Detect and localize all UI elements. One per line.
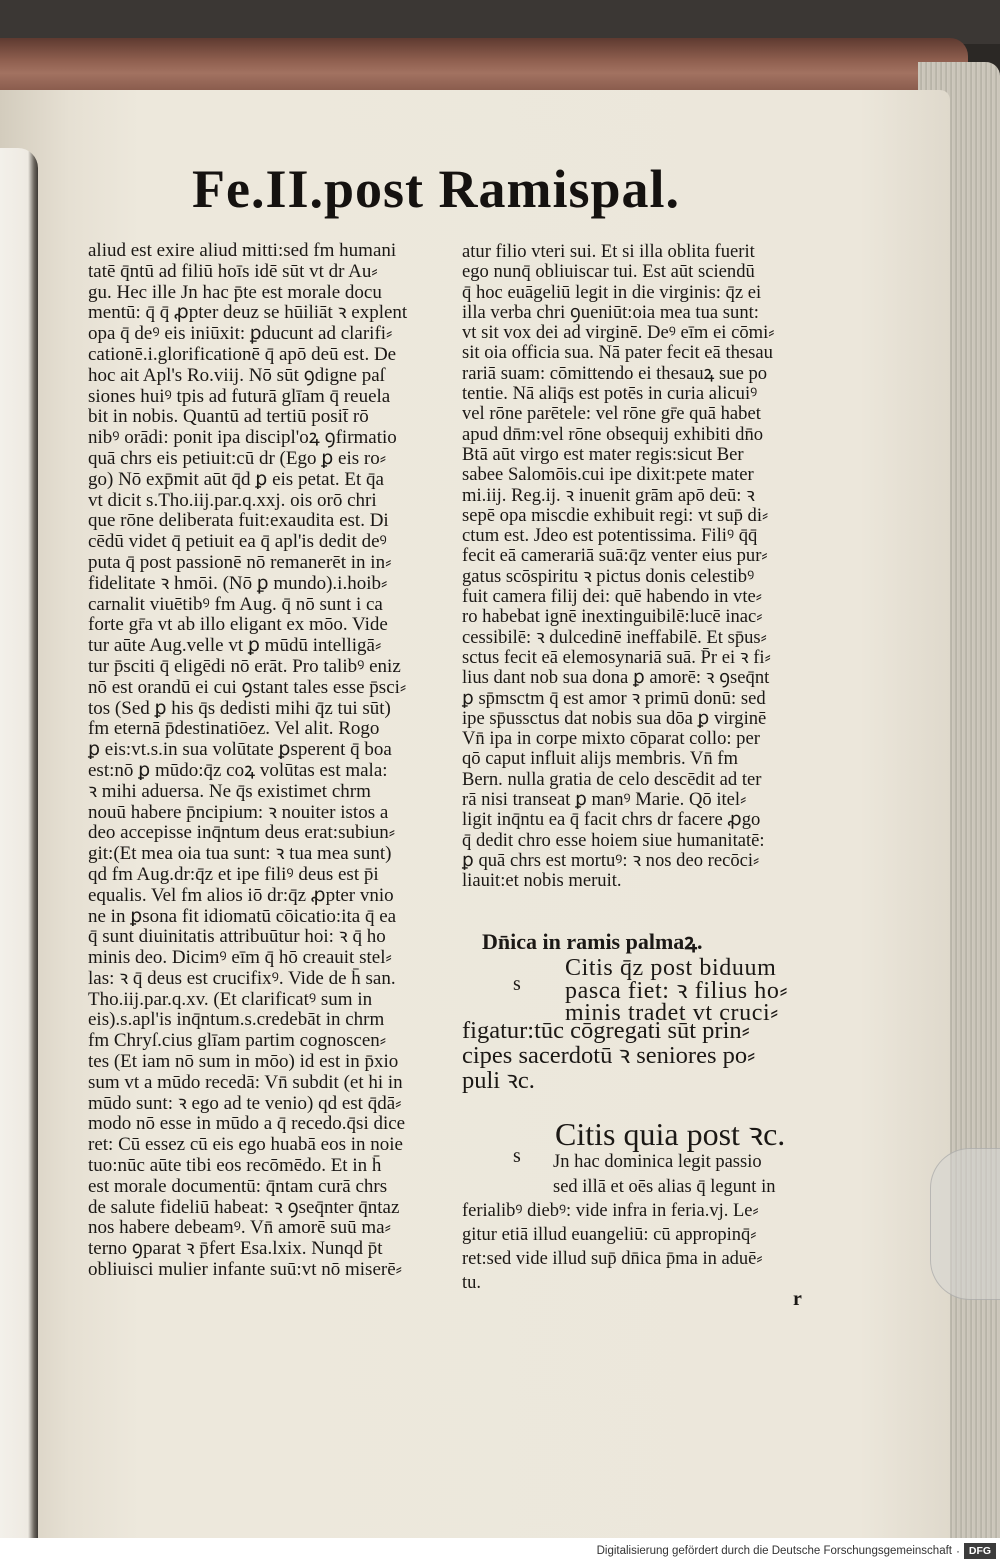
right-column-line: tentie. Nā aliq̄s est potēs in curia alicuiꝰ xyxy=(462,383,758,405)
running-head: Fe.II.post Ramispal. xyxy=(192,159,681,219)
right-column-line: vt sit vox dei ad virginē. Deꝰ eīm ei cōmi⸗ xyxy=(462,322,775,344)
left-column-line: que rōne deliberata fuit:exaudita est. Di xyxy=(88,510,389,532)
left-column-line: obliuisci mulier infante suū:vt nō miserē⸗ xyxy=(88,1259,402,1281)
right-column-line: fecit eā camerariā suā:q̄z venter eius pur⸗ xyxy=(462,545,768,567)
left-column-line: go) Nō exp̄mit aūt q̄d ꝑ eis petat. Et q̄a xyxy=(88,468,384,490)
left-column-line: siones huiꝰ tpis ad futurā glīam q̄ reuela xyxy=(88,385,391,407)
lemma-indented-lines xyxy=(553,1150,775,1199)
left-column-line: qd fm Aug.dr:q̄z et ipe filiꝰ deus est p̄i xyxy=(88,863,379,885)
right-column-line: apud dn̄m:vel rōne obsequij exhibiti dn̄o xyxy=(462,423,764,445)
left-column-line: ꝛ mihi aduersa. Ne q̄s existimet chrm xyxy=(88,780,371,802)
right-column-line: Bern. nulla gratia de celo descēdit ad ter xyxy=(462,768,762,790)
palm-sunday-indented-lines xyxy=(565,957,788,1025)
right-column-line: ꝑ quā chrs est mortuꝰ: ꝛ nos deo recōci⸗ xyxy=(462,849,760,871)
right-column-line: qō caput influit alijs membris. Vn̄ fm xyxy=(462,748,738,770)
left-column-line: tur aūte Aug.velle vt ꝑ mūdū intelligā⸗ xyxy=(88,635,382,657)
left-column-line: mentū: q̄ q̄ ꝓpter deuz se hūiliāt ꝛ explent xyxy=(88,302,408,324)
right-column-line: illa verba chri ꝯueniūt:oia mea tua sunt: xyxy=(462,301,759,323)
left-column-line: fm Chryſ.cius glīam partim cognoscen⸗ xyxy=(88,1030,387,1052)
right-column-line: lius dant nob sua dona ꝑ amorē: ꝛ ꝯseq̄nt xyxy=(462,667,770,689)
right-column-line: cessibilē: ꝛ dulcedinē ineffabilē. Et sp̄us⸗ xyxy=(462,626,767,648)
left-column-line: nibꝰ orādi: ponit ipa discipl'oꝝ ꝯfirmatio xyxy=(88,427,397,449)
left-column-line: ret: Cū essez cū eis ego huabā eos in noie xyxy=(88,1134,403,1156)
right-column-line: fuit camera filij dei: quē habendo in vte⸗ xyxy=(462,586,762,608)
guide-letter: s xyxy=(513,973,521,995)
right-column-line: sctus fecit eā elemosynariā suā. P̄r ei ꝛ fi⸗ xyxy=(462,646,771,668)
left-column xyxy=(88,241,464,1281)
left-column-line: est:nō ꝑ mūdo:q̄z coꝝ volūtas est mala: xyxy=(88,759,388,781)
footer-separator: · xyxy=(956,1544,960,1558)
left-column-line: hoc ait Apl's Ro.viij. Nō sūt ꝯdigne paſ xyxy=(88,364,385,386)
left-column-line: q̄ sunt diuinitatis attribuūtur hoi: ꝛ q̄ ho xyxy=(88,926,386,948)
right-column-line: Vn̄ ipa in corpe mixto cōparat collo: per xyxy=(462,728,760,750)
left-column-line: puta q̄ post passionē nō remanerēt in in⸗ xyxy=(88,551,392,573)
previous-page-edge xyxy=(0,148,38,1538)
palm-sunday-full-lines xyxy=(462,1018,755,1093)
lemma-line: Jn hac dominica legit passio xyxy=(553,1152,762,1172)
right-column-line: ro habebat ignē inextinguibilē:lucē inac⸗ xyxy=(462,606,763,628)
right-column-line: ipe sp̄ussctus dat nobis sua dōa ꝑ virginē xyxy=(462,707,767,729)
left-column-line: forte gr̄a vt ab illo eligant ex mōo. Vide xyxy=(88,614,388,636)
left-column-line: modo nō esse in mūdo a q̄ recedo.q̄si dice xyxy=(88,1113,406,1135)
left-column-line: sum vt a mūdo recedā: Vn̄ subdit (et hi in xyxy=(88,1071,403,1093)
right-column-line: sit oia officia sua. Nā pater fecit eā thesau xyxy=(462,342,773,364)
right-column-line: ꝑ sp̄msctm q̄ est amor ꝛ primū donū: sed xyxy=(462,687,766,709)
left-column-line: git:(Et mea oia tua sunt: ꝛ tua mea sunt) xyxy=(88,843,392,865)
left-column-line: cēdū videt q̄ petiuit ea q̄ apl'is dedit deꝰ xyxy=(88,531,387,553)
guide-letter: s xyxy=(513,1145,521,1167)
left-column-line: terno ꝯparat ꝛ p̄fert Esa.lxix. Nunqd p̄t xyxy=(88,1238,383,1260)
left-column-line: bit in nobis. Quantū ad tertiū posit̄ rō xyxy=(88,406,369,428)
left-column-line: nos habere debeamꝰ. Vn̄ amorē suū ma⸗ xyxy=(88,1217,391,1239)
left-column-line: de salute fideliū habeat: ꝛ ꝯseq̄nter q̄ntaz xyxy=(88,1196,400,1218)
left-column-line: carnalit viuētibꝰ fm Aug. q̄ nō sunt i ca xyxy=(88,593,383,615)
right-column-line: rā nisi transeat ꝑ manꝰ Marie. Qō itel⸗ xyxy=(462,789,747,811)
left-column-line: equalis. Vel fm alios iō dr:q̄z ꝓpter vnio xyxy=(88,884,394,906)
left-column-line: eis).s.apl'is inq̄ntum.s.credebāt in chrm xyxy=(88,1009,385,1031)
left-column-line: tuo:nūc aūte tibi eos recōmēdo. Et in h̄ xyxy=(88,1155,382,1177)
palm-sunday-line: figatur:tūc cōgregati sūt prin⸗ xyxy=(462,1017,750,1044)
lemma-line: tu. xyxy=(462,1273,482,1293)
section-heading-palm-sunday: Dn̄ica in ramis palmaꝝ. xyxy=(482,929,703,954)
left-column-line: ne in ꝑsona fit idiomatū cōicatio:ita q̄ ea xyxy=(88,905,397,927)
right-column-line: ego nunq̄ obliuiscar tui. Est aūt sciendū xyxy=(462,261,755,283)
palm-sunday-line: minis tradet vt cruci⸗ xyxy=(565,1000,779,1026)
left-column-line: nouū habere p̄ncipium: ꝛ nouiter istos a xyxy=(88,801,389,823)
left-column-line: fidelitate ꝛ hmōi. (Nō ꝑ mundo).i.hoib⸗ xyxy=(88,572,388,594)
left-column-line: minis deo. Dicimꝰ eīm q̄ hō creauit stel⸗ xyxy=(88,947,392,969)
lemma-line: sed illā et oēs alias q̄ legunt in xyxy=(553,1176,776,1197)
right-column-line: atur filio vteri sui. Et si illa oblita fuerit xyxy=(462,241,755,262)
page-clip xyxy=(930,1148,1000,1300)
left-column-line: mūdo sunt: ꝛ ego ad te venio) qd est q̄dā⸗ xyxy=(88,1092,402,1114)
left-column-line: gu. Hec ille Jn hac p̄te est morale docu xyxy=(88,281,382,303)
left-column-line: aliud est exire aliud mitti:sed fm humani xyxy=(88,240,397,261)
left-column-line: tos (Sed ꝑ his q̄s dedisti mihi q̄z tui sūt) xyxy=(88,697,391,719)
lemma-line: gitur etiā illud euangeliū: cū appropinq̄⸗ xyxy=(462,1225,757,1245)
footer-credit: Digitalisierung gefördert durch die Deutsche Forschungsgemeinschaft xyxy=(596,1545,952,1557)
right-column-line: Btā aūt virgo est mater regis:sicut Ber xyxy=(462,443,744,465)
left-column-line: las: ꝛ q̄ deus est crucifixꝰ. Vide de h̄ san. xyxy=(88,967,396,989)
right-column-line: mi.iij. Reg.ij. ꝛ inuenit grām apō deū: ꝛ xyxy=(462,484,755,506)
left-column-line: quā chrs eis petiuit:cū dr (Ego ꝑ eis ro⸗ xyxy=(88,447,387,469)
right-column-line: liauit:et nobis meruit. xyxy=(462,870,622,892)
left-column-line: opa q̄ deꝰ eis iniūxit: ꝑducunt ad clarifi⸗ xyxy=(88,323,393,345)
left-column-line: fm eternā p̄destinatiōez. Vel alit. Rogo xyxy=(88,718,380,740)
left-column-line: cationē.i.glorificationē q̄ apō deū est. De xyxy=(88,343,397,365)
palm-sunday-line: puli ꝛc. xyxy=(462,1067,535,1094)
right-column-line: q̄ hoc euāgeliū legit in die virginis: q̄z ei xyxy=(462,281,762,303)
right-column-line: ligit inq̄ntu ea q̄ facit chrs dr facere ꝓgo xyxy=(462,809,761,831)
palm-sunday-line: pasca fiet: ꝛ filius ho⸗ xyxy=(565,977,789,1004)
lemma-line: ret:sed vide illud sup̄ dn̄ica p̄ma in aduē⸗ xyxy=(462,1249,763,1269)
right-column-line: vel rōne parētele: vel rōne gr̄e quā habet xyxy=(462,403,761,425)
palm-sunday-line: Citis q̄z post biduum xyxy=(565,955,777,981)
left-column-line: nō est orandū ei cui ꝯstant tales esse p̄sci⸗ xyxy=(88,676,407,698)
left-column-line: tatē q̄ntū ad filiū hoīs idē sūt vt dr Au⸗ xyxy=(88,260,378,282)
right-column xyxy=(462,242,842,892)
left-column-line: est morale documentū: q̄ntam curā chrs xyxy=(88,1175,388,1197)
right-column-line: sepē opa miscdie exhibuit regi: vt sup̄ di⸗ xyxy=(462,504,769,526)
left-column-line: tes (Et iam nō sum in mōo) id est in p̄xio xyxy=(88,1051,399,1073)
lemma-line: ferialibꝰ diebꝰ: vide infra in feria.vj. Le⸗ xyxy=(462,1201,759,1221)
right-column-line: q̄ dedit chro esse hoiem siue humanitatē: xyxy=(462,829,765,851)
right-column-line: sabee Salomōis.cui ipe dixit:pete mater xyxy=(462,464,754,486)
lemma-full-lines xyxy=(462,1199,763,1295)
dfg-logo: DFG xyxy=(964,1543,996,1559)
left-column-line: ꝑ eis:vt.s.in sua volūtate ꝑsperent q̄ boa xyxy=(88,739,392,761)
left-column-line: deo accepisse inq̄ntum deus erat:subiun⸗ xyxy=(88,822,396,844)
left-column-line: vt dicit s.Tho.iij.par.q.xxj. ois orō chri xyxy=(88,489,377,511)
right-column-line: gatus scōspiritu ꝛ pictus donis celestibꝰ xyxy=(462,565,755,587)
left-column-line: Tho.iij.par.q.xv. (Et clarificatꝰ sum in xyxy=(88,988,373,1010)
right-column-line: rariā suam: cōmittendo ei thesauꝝ sue po xyxy=(462,362,768,384)
signature-mark: r xyxy=(793,1288,802,1310)
left-column-line: tur p̄sciti q̄ eligēdi nō erāt. Pro talibꝰ eniz xyxy=(88,655,401,677)
right-column-line: ctum est. Jdeo est potentissima. Filiꝰ q̄q̄ xyxy=(462,525,758,547)
lemma-heading: Citis quia post ꝛc. xyxy=(555,1116,786,1152)
palm-sunday-line: cipes sacerdotū ꝛ seniores po⸗ xyxy=(462,1042,756,1069)
